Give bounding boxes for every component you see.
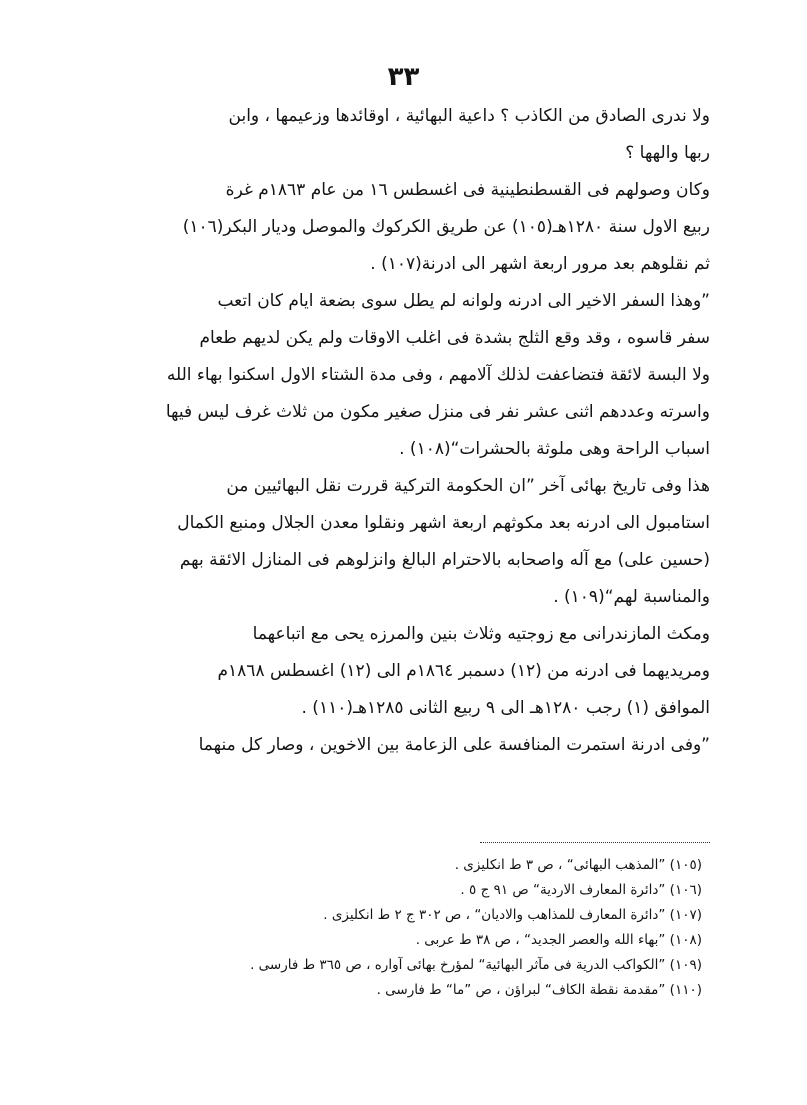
- text-line: ”وفى ادرنة استمرت المنافسة على الزعامة بين الاخوين ، وصار كل منهما: [198, 735, 710, 755]
- footnote: (١٠٥) ”المذهب البهائى“ ، ص ٣ ط انكليزى .: [454, 857, 702, 873]
- paragraph: [112, 172, 710, 283]
- footnotes: [180, 853, 702, 1003]
- body-text: [112, 98, 710, 764]
- text-line: الموافق (١) رجب ١٢٨٠هـ الى ٩ ربيع الثانى ١٢٨٥هـ(١١٠) .: [301, 698, 710, 718]
- footnote: (١٠٨) ”بهاء الله والعصر الجديد“ ، ص ٣٨ ط عربى .: [415, 932, 702, 948]
- page-number: ٣٣: [387, 62, 420, 92]
- paragraph: [112, 283, 710, 468]
- text-line: (حسين على) مع آله واصحابه بالاحترام البالغ وانزلوهم فى المنازل الائقة بهم: [179, 550, 710, 570]
- footnote-separator: [480, 842, 710, 843]
- text-line: والمناسبة لهم“(١٠٩) .: [553, 587, 710, 607]
- footnote: (١٠٩) ”الكواكب الدرية فى مآثر البهائية“ لمؤرخ بهائى آواره ، ص ٣٦٥ ط فارسى .: [250, 957, 702, 973]
- text-line: ومكث المازندرانى مع زوجتيه وثلاث بنين والمرزه يحى مع اتباعهما: [252, 624, 710, 644]
- text-line: ”وهذا السفر الاخير الى ادرنه ولوانه لم يطل سوى بضعة ايام كان اتعب: [217, 291, 710, 311]
- text-line: هذا وفى تاريخ بهائى آخر ”ان الحكومة التركية قررت نقل البهائيين من: [226, 476, 710, 496]
- footnote: (١٠٦) ”دائرة المعارف الاردية“ ص ٩١ ج ٥ .: [460, 882, 702, 898]
- footnote: (١١٠) ”مقدمة نقطة الكاف“ لبراؤن ، ص ”ما“ ط فارسى .: [376, 982, 702, 998]
- paragraph: [112, 98, 710, 172]
- paragraph: [112, 616, 710, 727]
- paragraph: [112, 727, 710, 764]
- text-line: ولا ندرى الصادق من الكاذب ؟ داعية البهائية ، اوقائدها وزعيمها ، وابن: [228, 106, 710, 126]
- text-line: ولا البسة لائقة فتضاعفت لذلك آلامهم ، وفى مدة الشتاء الاول اسكنوا بهاء الله: [166, 365, 710, 385]
- text-line: ثم نقلوهم بعد مرور اربعة اشهر الى ادرنة(١٠٧) .: [370, 254, 710, 274]
- text-line: ربيع الاول سنة ١٢٨٠هـ(١٠٥) عن طريق الكركوك والموصل وديار البكر(١٠٦): [182, 217, 710, 237]
- text-line: وكان وصولهم فى القسطنطينية فى اغسطس ١٦ من عام ١٨٦٣م غرة: [225, 180, 710, 200]
- text-line: ربها والهها ؟: [625, 143, 710, 163]
- text-line: استامبول الى ادرنه بعد مكوثهم اربعة اشهر ونقلوا معدن الجلال ومنبع الكمال: [177, 513, 710, 533]
- footnote: (١٠٧) ”دائرة المعارف للمذاهب والاديان“ ، ص ٣٠٢ ج ٢ ط انكليزى .: [323, 907, 702, 923]
- text-line: ومريديهما فى ادرنه من (١٢) دسمبر ١٨٦٤م الى (١٢) اغسطس ١٨٦٨م: [217, 661, 710, 681]
- paragraph: [112, 468, 710, 616]
- text-line: اسباب الراحة وهى ملوثة بالحشرات“(١٠٨) .: [399, 439, 710, 459]
- text-line: سفر قاسوه ، وقد وقع الثلج بشدة فى اغلب الاوقات ولم يكن لديهم طعام: [199, 328, 710, 348]
- text-line: واسرته وعددهم اثنى عشر نفر فى منزل صغير مكون من ثلاث غرف ليس فيها: [165, 402, 710, 422]
